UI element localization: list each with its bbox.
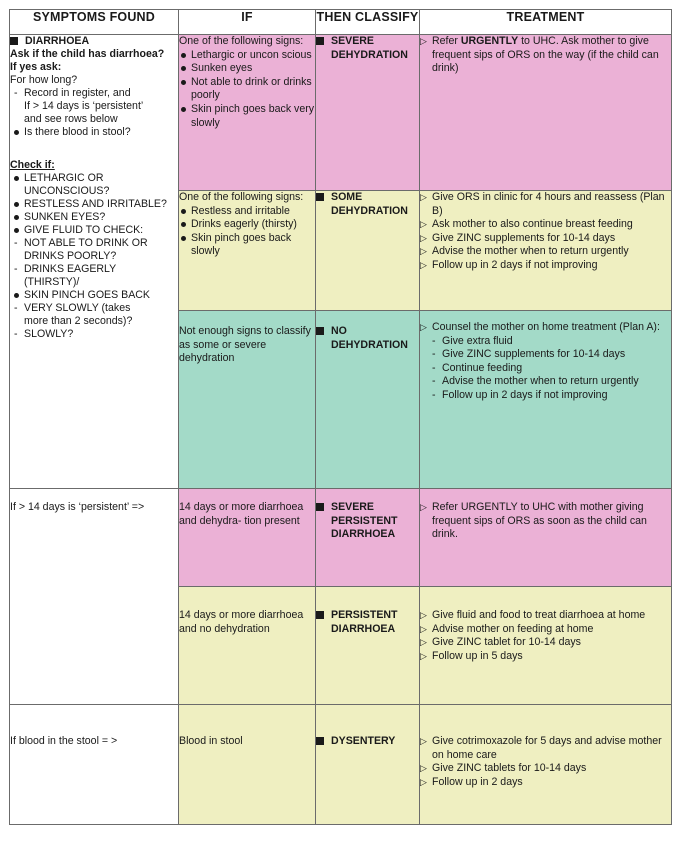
arrow-right-icon: ▷ xyxy=(420,763,427,774)
if-dysentery: Blood in stool xyxy=(179,705,316,825)
if-yes-ask: If yes ask: xyxy=(10,61,62,73)
row-dysentery xyxy=(10,705,672,825)
classify-some-dehydration: SOME DEHYDRATION xyxy=(316,191,420,311)
classify-no-dehydration: NO DEHYDRATION xyxy=(316,311,420,489)
arrow-right-icon: ▷ xyxy=(420,736,427,746)
ask-question: Ask if the child has diarrhoea? xyxy=(10,48,165,60)
treatment-no-dehydration xyxy=(420,311,672,489)
treatment-item: ▷ Give ZINC tablet for 10-14 days xyxy=(420,636,581,649)
arrow-right-icon: ▷ xyxy=(420,637,427,648)
row-severe-persistent xyxy=(10,489,672,587)
treatment-subitem: - Give ZINC supplements for 10-14 days xyxy=(432,348,671,362)
treatment-item: ▷ Follow up in 2 days if not improving xyxy=(420,258,598,271)
treatment-item: ▷ Give ZINC supplements for 10-14 days xyxy=(420,231,616,244)
header-treatment: TREATMENT xyxy=(420,10,672,35)
treatment-item: ▷ Counsel the mother on home treatment (Plan A): xyxy=(420,321,660,333)
arrow-right-icon: ▷ xyxy=(420,219,427,230)
check-restless: RESTLESS AND IRRITABLE? xyxy=(10,198,178,211)
treatment-subitem: - Advise the mother when to return urgently xyxy=(432,375,671,389)
header-then-classify: THEN CLASSIFY xyxy=(316,10,420,35)
blood-note-cell xyxy=(10,705,179,825)
square-bullet-icon xyxy=(316,193,324,201)
sign-item: Not able to drink or drinks poorly xyxy=(179,76,315,103)
check-give-fluid: GIVE FLUID TO CHECK: xyxy=(10,224,178,237)
arrow-right-icon: ▷ xyxy=(420,36,427,46)
square-bullet-icon xyxy=(316,611,324,619)
treatment-item: ▷ Follow up in 5 days xyxy=(420,649,523,662)
treatment-item: ▷ Give cotrimoxazole for 5 days and advise mother on home care xyxy=(420,735,662,761)
classify-severe-dehydration: SEVERE DEHYDRATION xyxy=(316,35,420,191)
record-line: - Record in register, and If > 14 days is ‘persistent’ and see rows below xyxy=(10,87,178,126)
sign-item: Lethargic or uncon scious xyxy=(179,49,315,63)
sign-item: Skin pinch goes back very slowly xyxy=(179,103,315,130)
if-no-dehydration: Not enough signs to classify as some or severe dehydration xyxy=(179,311,316,489)
treatment-item: ▷ Advise the mother when to return urgently xyxy=(420,245,629,258)
treatment-item: ▷ Give ZINC tablets for 10-14 days xyxy=(420,762,587,775)
row-severe-dehydration xyxy=(10,35,672,191)
treatment-subitem: - Follow up in 2 days if not improving xyxy=(432,389,671,403)
check-not-able: - NOT ABLE TO DRINK OR DRINKS POORLY? xyxy=(10,237,178,263)
persistent-note-cell xyxy=(10,489,179,705)
diarrhoea-title: DIARRHOEA xyxy=(25,35,90,47)
treatment-item: ▷ Advise mother on feeding at home xyxy=(420,622,594,635)
treatment-subitem: - Give extra fluid xyxy=(432,335,671,349)
arrow-right-icon: ▷ xyxy=(420,322,427,332)
check-lethargic: LETHARGIC OR UNCONSCIOUS? xyxy=(10,172,178,198)
classify-severe-persistent: SEVERE PERSISTENT DIARRHOEA xyxy=(316,489,420,587)
sign-item: Sunken eyes xyxy=(179,62,315,76)
square-bullet-icon xyxy=(316,503,324,511)
check-if-label: Check if: xyxy=(10,159,55,171)
sign-item: Restless and irritable xyxy=(179,205,315,219)
if-severe-persistent: 14 days or more diarrhoea and dehydra- tion present xyxy=(179,489,316,587)
check-drinks-eagerly: - DRINKS EAGERLY (THIRSTY)/ xyxy=(10,263,178,289)
arrow-right-icon: ▷ xyxy=(420,246,427,257)
treatment-severe-dehydration xyxy=(420,35,672,191)
treatment-item: ▷ Ask mother to also continue breast feeding xyxy=(420,218,633,231)
treatment-dysentery xyxy=(420,705,672,825)
treatment-item: ▷ Give ORS in clinic for 4 hours and reassess (Plan B) xyxy=(420,191,665,217)
treatment-item: ▷ Give fluid and food to treat diarrhoea at home xyxy=(420,609,646,621)
square-bullet-icon xyxy=(316,37,324,45)
arrow-right-icon: ▷ xyxy=(420,232,427,243)
check-sunken: SUNKEN EYES? xyxy=(10,211,178,224)
if-persistent: 14 days or more diarrhoea and no dehydration xyxy=(179,587,316,705)
check-very-slowly: - VERY SLOWLY (takes more than 2 seconds)? xyxy=(10,302,178,328)
treatment-item: ▷ Refer URGENTLY to UHC. Ask mother to give frequent sips of ORS on the way (if the child can drink) xyxy=(420,35,659,75)
if-severe-dehydration: One of the following signs: Lethargic or uncon scious Sunken eyes Not able to drink or drinks poorly Skin pinch goes back very slowly xyxy=(179,35,316,191)
persistent-note: If > 14 days is ‘persistent’ => xyxy=(10,501,145,513)
blood-note: If blood in the stool = > xyxy=(10,735,118,747)
classify-dysentery: DYSENTERY xyxy=(316,705,420,825)
how-long-question: For how long? xyxy=(10,74,78,86)
treatment-subitem: - Continue feeding xyxy=(432,362,671,376)
arrow-right-icon: ▷ xyxy=(420,502,427,512)
treatment-some-dehydration xyxy=(420,191,672,311)
check-slowly: - SLOWLY? xyxy=(10,328,178,341)
square-bullet-icon xyxy=(10,37,18,45)
symptoms-main-cell xyxy=(10,35,179,489)
header-row xyxy=(10,10,672,35)
treatment-persistent xyxy=(420,587,672,705)
header-if: IF xyxy=(179,10,316,35)
if-some-dehydration: One of the following signs: Restless and irritable Drinks eagerly (thirsty) Skin pinch goes back slowly xyxy=(179,191,316,311)
sign-item: Skin pinch goes back slowly xyxy=(179,232,315,259)
treatment-item: ▷ Follow up in 2 days xyxy=(420,775,523,788)
square-bullet-icon xyxy=(316,737,324,745)
arrow-right-icon: ▷ xyxy=(420,192,427,202)
square-bullet-icon xyxy=(316,327,324,335)
arrow-right-icon: ▷ xyxy=(420,610,427,620)
treatment-severe-persistent xyxy=(420,489,672,587)
check-skin-pinch: SKIN PINCH GOES BACK xyxy=(10,289,178,302)
blood-question: Is there blood in stool? xyxy=(10,126,178,139)
arrow-right-icon: ▷ xyxy=(420,776,427,787)
sign-item: Drinks eagerly (thirsty) xyxy=(179,218,315,232)
classify-persistent: PERSISTENT DIARRHOEA xyxy=(316,587,420,705)
header-symptoms: SYMPTOMS FOUND xyxy=(10,10,179,35)
diarrhoea-classification-table xyxy=(9,9,672,825)
treatment-item: ▷ Refer URGENTLY to UHC with mother giving frequent sips of ORS as soon as the child can drink. xyxy=(420,501,647,541)
arrow-right-icon: ▷ xyxy=(420,259,427,270)
arrow-right-icon: ▷ xyxy=(420,623,427,634)
arrow-right-icon: ▷ xyxy=(420,650,427,661)
